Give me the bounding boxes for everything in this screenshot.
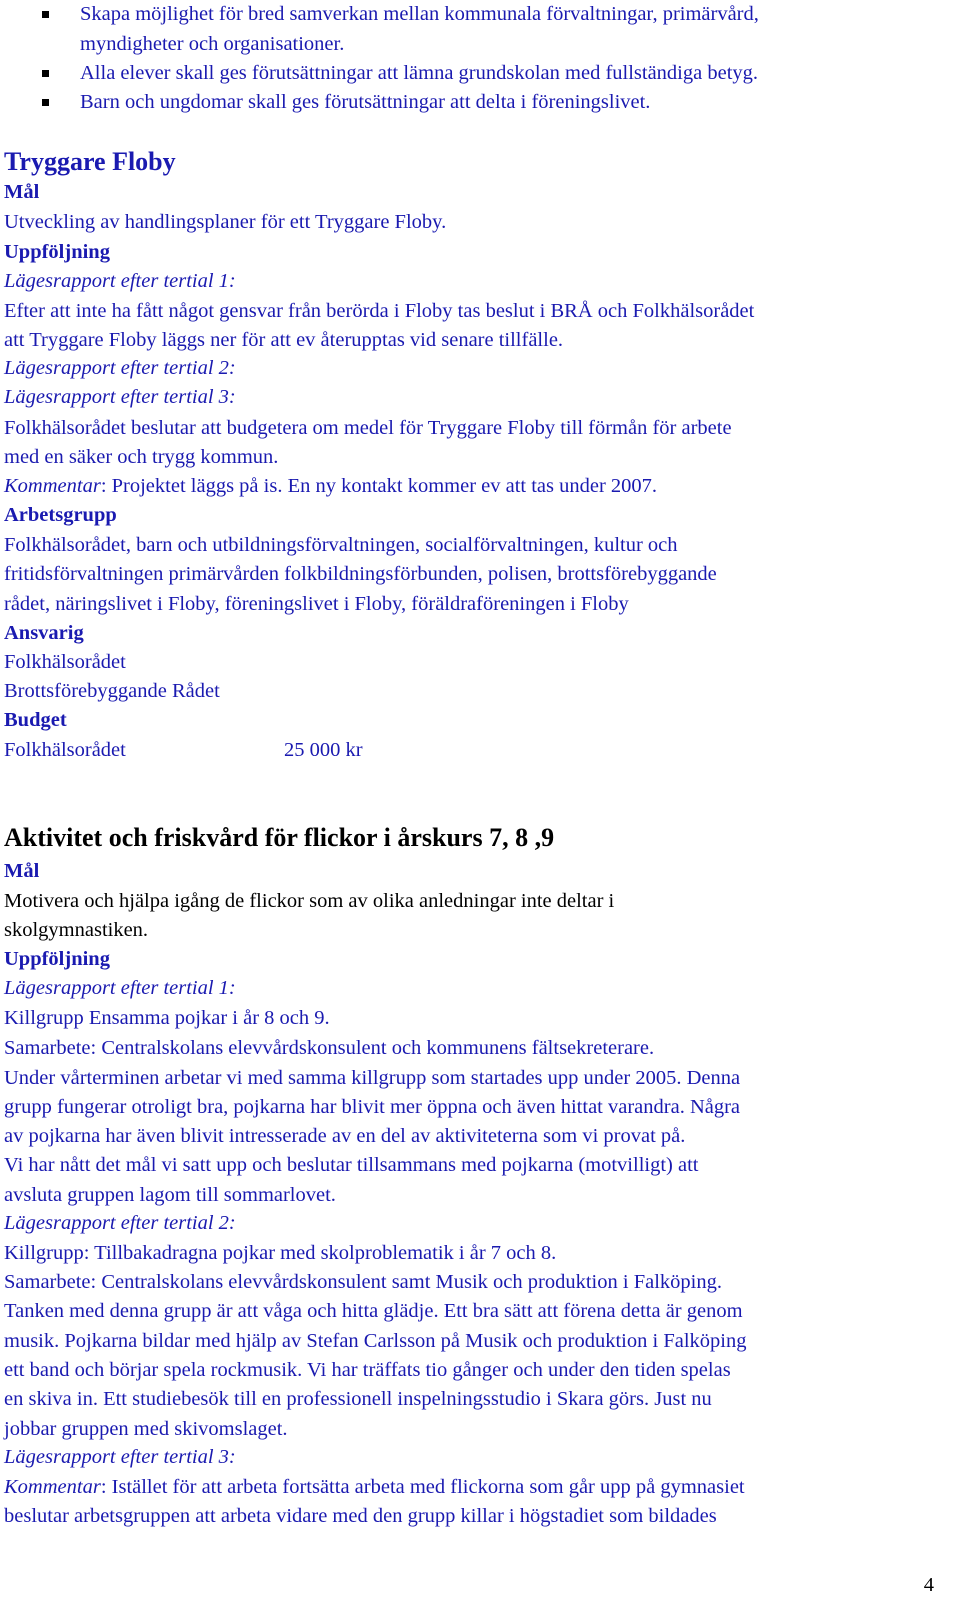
tertial1-line-2: Under vårterminen arbetar vi med samma killgrupp som startades upp under 2005. Denna — [4, 1067, 741, 1089]
arbetsgrupp-line: fritidsförvaltningen primärvården folkbildningsförbunden, polisen, brottsförebyggande — [4, 563, 717, 585]
ansvarig-line: Folkhälsorådet — [4, 651, 126, 673]
heading-mal-2: Mål — [4, 860, 40, 882]
heading-ansvarig: Ansvarig — [4, 622, 84, 644]
last-line-2: beslutar arbetsgruppen att arbeta vidare med den grupp killar i högstadiet som bildades — [4, 1505, 717, 1527]
tertial3-label: Lägesrapport efter tertial 3: — [4, 386, 236, 408]
tertial2-line-2: Tanken med denna grupp är att våga och hitta glädje. Ett bra sätt att förena detta är genom — [4, 1300, 743, 1322]
ansvarig-line: Brottsförebyggande Rådet — [4, 680, 220, 702]
tertial2-label: Lägesrapport efter tertial 2: — [4, 357, 236, 379]
tertial3-label-2: Lägesrapport efter tertial 3: — [4, 1446, 236, 1468]
arbetsgrupp-line: rådet, näringslivet i Floby, föreningslivet i Floby, föräldraföreningen i Floby — [4, 593, 629, 615]
tertial2-line-2: ett band och börjar spela rockmusik. Vi har träffats tio gånger och under den tiden spelas — [4, 1359, 731, 1381]
page-number: 4 — [923, 1574, 934, 1596]
tertial1-samarbete-2: Samarbete: Centralskolans elevvårdskonsulent och kommunens fältsekreterare. — [4, 1037, 655, 1059]
tertial1-line-2: grupp fungerar otroligt bra, pojkarna har blivit mer öppna och även hittat varandra. Några — [4, 1096, 741, 1118]
tertial1-line-2: avsluta gruppen lagom till sommarlovet. — [4, 1184, 336, 1206]
arbetsgrupp-line: Folkhälsorådet, barn och utbildningsförvaltningen, socialförvaltningen, kultur och — [4, 534, 678, 556]
kommentar-line — [4, 474, 657, 498]
budget-amount: 25 000 kr — [284, 739, 363, 761]
tertial3-line: Folkhälsorådet beslutar att budgetera om medel för Tryggare Floby till förmån för arbete — [4, 417, 732, 439]
heading-mal: Mål — [4, 181, 40, 203]
mal-text: Utveckling av handlingsplaner för ett Tryggare Floby. — [4, 211, 447, 233]
tertial2-line1-2: Killgrupp: Tillbakadragna pojkar med skolproblematik i år 7 och 8. — [4, 1242, 557, 1264]
kommentar-label: Kommentar — [4, 475, 101, 497]
tertial1-label: Lägesrapport efter tertial 1: — [4, 270, 236, 292]
tertial2-line-2: jobbar gruppen med skivomslaget. — [4, 1418, 288, 1440]
bullet-item-1: Skapa möjlighet för bred samverkan mellan kommunala förvaltningar, primärvård, — [80, 3, 759, 25]
budget-name: Folkhälsorådet — [4, 739, 126, 761]
bullet-square-icon — [42, 70, 49, 77]
bullet-item-1-cont: myndigheter och organisationer. — [80, 33, 345, 55]
kommentar-text: : Projektet läggs på is. En ny kontakt kommer ev att tas under 2007. — [100, 475, 658, 497]
bullet-item-2: Alla elever skall ges förutsättningar att lämna grundskolan med fullständiga betyg. — [80, 62, 759, 84]
kommentar-label-2: Kommentar — [4, 1476, 101, 1498]
heading-budget: Budget — [4, 709, 67, 731]
section-title-tryggare-floby: Tryggare Floby — [4, 147, 176, 176]
tertial2-samarbete-2: Samarbete: Centralskolans elevvårdskonsulent samt Musik och produktion i Falköping. — [4, 1271, 722, 1293]
tertial1-line1-2: Killgrupp Ensamma pojkar i år 8 och 9. — [4, 1007, 330, 1029]
tertial1-line: att Tryggare Floby läggs ner för att ev återupptas vid senare tillfälle. — [4, 329, 564, 351]
bullet-item-3: Barn och ungdomar skall ges förutsättningar att delta i föreningslivet. — [80, 91, 651, 113]
heading-uppfoljning: Uppföljning — [4, 241, 110, 263]
heading-arbetsgrupp: Arbetsgrupp — [4, 504, 117, 526]
mal-line-2: skolgymnastiken. — [4, 919, 149, 941]
tertial1-line: Efter att inte ha fått något gensvar från berörda i Floby tas beslut i BRÅ och Folkhälsorådet — [4, 300, 755, 322]
kommentar-line-2 — [4, 1475, 745, 1499]
tertial1-label-2: Lägesrapport efter tertial 1: — [4, 977, 236, 999]
bullet-square-icon — [42, 99, 49, 106]
tertial2-line-2: en skiva in. Ett studiebesök till en professionell inspelningsstudio i Skara görs. Just nu — [4, 1388, 712, 1410]
tertial3-line: med en säker och trygg kommun. — [4, 446, 279, 468]
kommentar-text-2: : Istället för att arbeta fortsätta arbeta med flickorna som går upp på gymnasiet — [100, 1476, 745, 1498]
heading-uppfoljning-2: Uppföljning — [4, 948, 110, 970]
tertial1-line-2: Vi har nått det mål vi satt upp och beslutar tillsammans med pojkarna (motvilligt) att — [4, 1154, 699, 1176]
tertial2-line-2: musik. Pojkarna bildar med hjälp av Stefan Carlsson på Musik och produktion i Falköping — [4, 1330, 747, 1352]
tertial1-line-2: av pojkarna har även blivit intresserade av en del av aktiviteterna som vi provat på. — [4, 1125, 686, 1147]
tertial2-label-2: Lägesrapport efter tertial 2: — [4, 1212, 236, 1234]
mal-line-2: Motivera och hjälpa igång de flickor som av olika anledningar inte deltar i — [4, 890, 615, 912]
budget-row — [4, 738, 604, 762]
bullet-square-icon — [42, 11, 49, 18]
section-title-aktivitet: Aktivitet och friskvård för flickor i årskurs 7, 8 ,9 — [4, 823, 555, 852]
